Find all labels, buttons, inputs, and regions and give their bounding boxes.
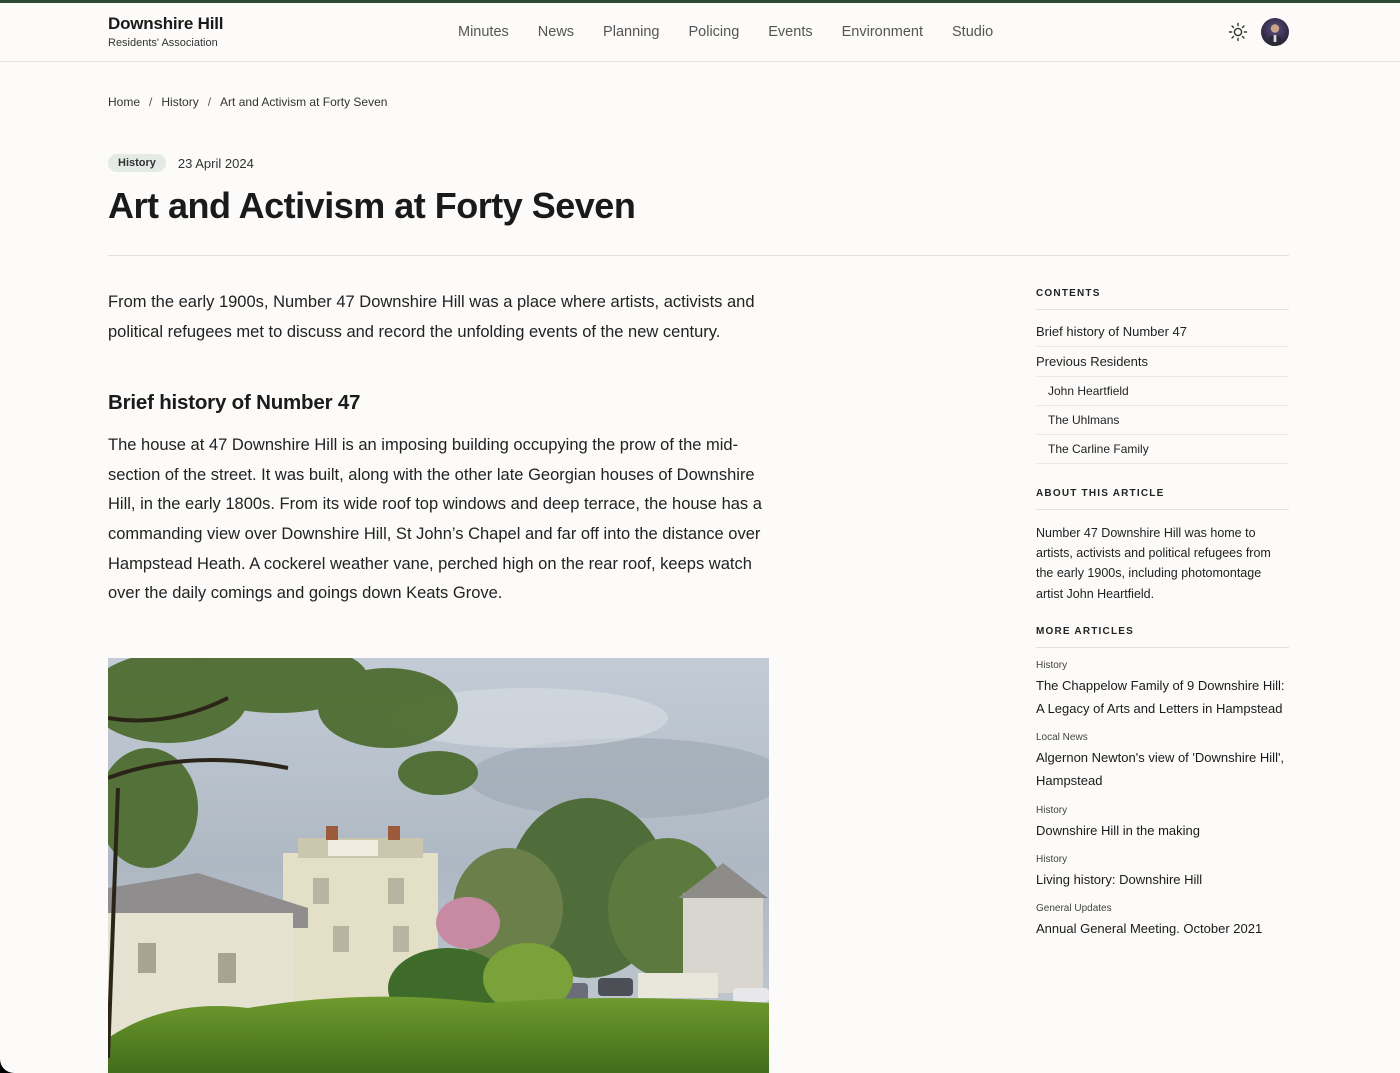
about-text: Number 47 Downshire Hill was home to artists, activists and political refugees from the early 1900s, including photomontage artist John Heartfield. xyxy=(1036,526,1271,601)
article-category: History xyxy=(1036,659,1068,671)
house-photo xyxy=(108,658,769,1073)
site-header xyxy=(0,3,1400,62)
nav-item-studio[interactable]: Studio xyxy=(952,24,994,40)
toc-subitem[interactable]: The Carline Family xyxy=(1036,435,1289,464)
category-tag[interactable]: History xyxy=(108,154,166,172)
breadcrumb-home[interactable]: Home xyxy=(108,95,141,109)
page-title: Art and Activism at Forty Seven xyxy=(108,185,636,226)
article-category: History xyxy=(1036,853,1068,865)
article-link[interactable]: Living history: Downshire Hill xyxy=(1036,871,1203,887)
about-heading: ABOUT THIS ARTICLE xyxy=(1036,488,1289,510)
sidebar xyxy=(1036,288,1289,940)
more-articles-list xyxy=(1036,660,1289,940)
article-lead: From the early 1900s, Number 47 Downshire Hill was a place where artists, activists and political refugees met to discuss and record the unfolding events of the new century. xyxy=(108,293,755,341)
breadcrumb-separator: / xyxy=(207,95,212,109)
nav-item-minutes[interactable]: Minutes xyxy=(458,24,509,40)
article-link[interactable]: Downshire Hill in the making xyxy=(1036,822,1201,838)
nav-item-policing[interactable]: Policing xyxy=(688,24,740,40)
contents-heading: CONTENTS xyxy=(1036,288,1289,310)
article-link[interactable]: Annual General Meeting. October 2021 xyxy=(1036,921,1263,937)
toc-subitem[interactable]: John Heartfield xyxy=(1036,377,1289,406)
main-nav xyxy=(458,24,993,40)
list-item xyxy=(1036,805,1289,842)
article-category: Local News xyxy=(1036,732,1088,744)
article-category: General Updates xyxy=(1036,903,1112,915)
section-heading: Brief history of Number 47 xyxy=(108,391,361,415)
user-avatar[interactable] xyxy=(1261,18,1289,46)
article-body xyxy=(108,288,770,609)
article-link[interactable]: The Chappelow Family of 9 Downshire Hill: A Legacy of Arts and Letters in Hampstead xyxy=(1036,677,1285,717)
article-link[interactable]: Algernon Newton's view of 'Downshire Hill', Hampstead xyxy=(1036,750,1285,789)
nav-item-events[interactable]: Events xyxy=(768,24,813,40)
title-divider xyxy=(108,255,1289,256)
more-articles-heading: MORE ARTICLES xyxy=(1036,626,1289,648)
list-item xyxy=(1036,732,1289,792)
toc-item[interactable]: Previous Residents xyxy=(1036,347,1289,377)
breadcrumb xyxy=(108,95,387,109)
section-paragraph: The house at 47 Downshire Hill is an imposing building occupying the prow of the mid-section of the street. It was built, along with the other late Georgian houses of Downshire Hill, in the early 1800s. From its wide roof top windows and deep terrace, the house has a commanding view over Downshire Hill, St John’s Chapel and far off into the distance over Hampstead Heath. A cockerel weather vane, perched high on the rear roof, keeps watch over the daily comings and goings down Keats Grove. xyxy=(108,436,762,603)
article-meta xyxy=(108,154,254,172)
nav-item-planning[interactable]: Planning xyxy=(603,24,660,40)
toc-item[interactable]: Brief history of Number 47 xyxy=(1036,317,1289,347)
list-item xyxy=(1036,854,1289,891)
breadcrumb-history[interactable]: History xyxy=(161,95,199,109)
nav-item-environment[interactable]: Environment xyxy=(841,24,924,40)
list-item xyxy=(1036,660,1289,720)
table-of-contents xyxy=(1036,317,1289,464)
article-date: 23 April 2024 xyxy=(177,155,254,171)
breadcrumb-separator: / xyxy=(149,95,153,109)
nav-item-news[interactable]: News xyxy=(537,24,575,40)
site-subtitle: Residents' Association xyxy=(108,37,218,49)
list-item xyxy=(1036,903,1289,940)
site-name: Downshire Hill xyxy=(108,14,224,33)
sun-icon[interactable] xyxy=(1228,22,1248,42)
toc-subitem[interactable]: The Uhlmans xyxy=(1036,406,1289,435)
article-category: History xyxy=(1036,804,1068,816)
breadcrumb-current: Art and Activism at Forty Seven xyxy=(220,95,388,109)
site-logo-link[interactable] xyxy=(108,14,223,49)
